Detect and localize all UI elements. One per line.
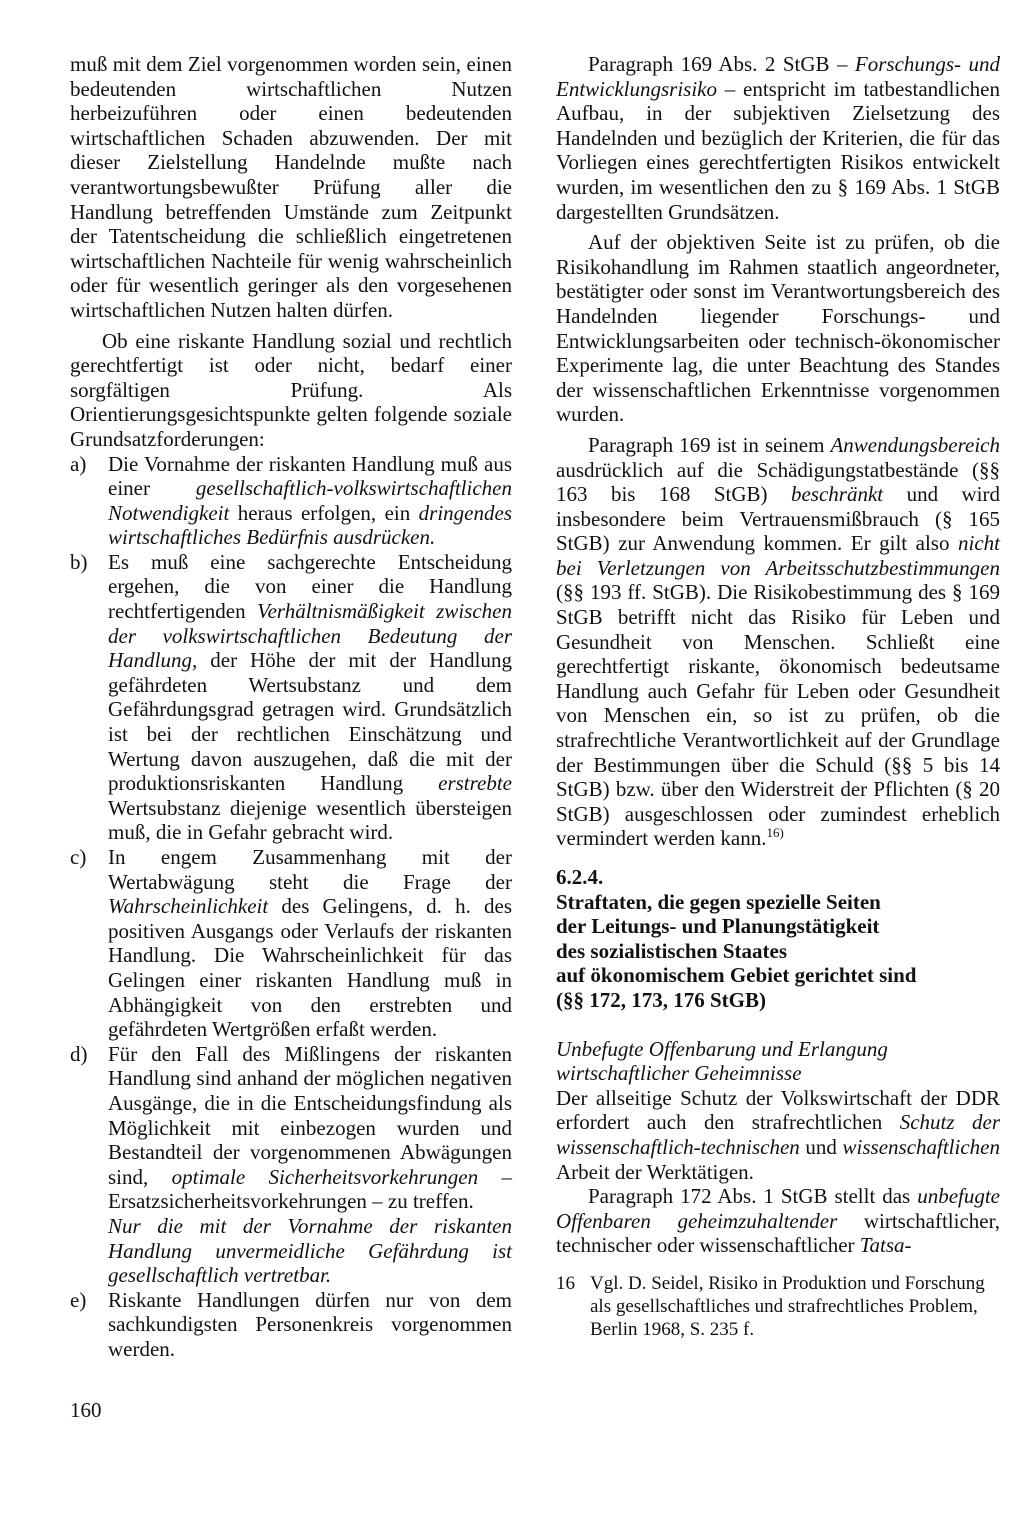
paragraph-section-172: Paragraph 172 Abs. 1 StGB stellt das unbefugte Offenbaren geheimzuhaltender wirtschaftlicher, technischer oder wissenschaftlicher Tatsa- [556, 1184, 1001, 1258]
section-title-line-5: (§§ 172, 173, 176 StGB) [556, 987, 766, 1012]
list-item-d: d) Für den Fall des Mißlingens der riskanten Handlung sind anhand der möglichen negativen Ausgänge, die in die Entscheidungsfindung als Möglichkeit mit einbezogen wurden und Bestandteil der vorgenommenen Abwägungen sind, optimale Sicherheitsvorkehrungen – Ersatzsicherheitsvorkehrungen – zu treffen. [70, 1041, 512, 1214]
footnote-marker: 16 [556, 1272, 575, 1294]
list-item-a: a) Die Vornahme der riskanten Handlung muß aus einer gesellschaftlich-volkswirtschaftlichen Notwendigkeit heraus erfolgen, ein dringendes wirtschaftliches Bedürfnis ausdrücken. [70, 451, 512, 550]
section-title-line-2: der Leitungs- und Planungstätigkeit [556, 914, 880, 939]
list-item-b: b) Es muß eine sachgerechte Entscheidung ergehen, die von einer die Handlung rechtfertigenden Verhältnismäßigkeit zwischen der volkswirtschaftlichen Bedeutung der Handlung, der Höhe der mit der Handlung gefährdeten Wertsubstanz und dem Gefährdungsgrad getragen wird. Grundsätzlich ist bei der rechtlichen Einschätzung und Wertung davon auszugehen, daß die mit der produktionsriskanten Handlung erstrebte Wertsubstanz diejenige wesentlich übersteigen muß, die in Gefahr gebracht wird. [70, 549, 512, 845]
section-number: 6.2.4. [556, 865, 604, 889]
list-marker: a) [70, 451, 87, 476]
footnotes [556, 1272, 1000, 1341]
list-marker: e) [70, 1287, 87, 1312]
paragraph-objective-side: Auf der objektiven Seite ist zu prüfen, ob die Risikohandlung im Rahmen staatlich angeordneter, bestätigter oder sonst im Verantwortungsbereich des Handelnden liegender Forschungs- und Entwicklungsarbeiten oder technisch-ökonomischer Experimente lag, die unter Beachtung des Standes der wissenschaftlichen Erkenntnisse vorgenommen wurden. [556, 230, 1000, 427]
paragraph-risk-aim: muß mit dem Ziel vorgenommen worden sein, einen bedeutenden wirtschaftlichen Nutzen herbeizuführen oder einen bedeutenden wirtschaftlichen Schaden abzuwenden. Der mit dieser Zielstellung Handelnde mußte nach verantwortungsbewußter Prüfung aller die Handlung betreffenden Umstände zum Zeitpunkt der Tatentscheidung die schließlich eingetretenen wirtschaftlichen Nachteile für wenig wahrscheinlich oder für wesentlich geringer als den vorgesehenen wirtschaftlichen Nutzen halten dürfen. [70, 52, 512, 322]
paragraph-protection: Der allseitige Schutz der Volkswirtschaft der DDR erfordert auch den strafrechtlichen Schutz der wissenschaftlich-technischen und wissenschaftlichen Arbeit der Werktätigen. [556, 1085, 1000, 1184]
section-title-line-3: des sozialistischen Staates [556, 938, 787, 963]
footnote-reference: 16) [766, 825, 784, 841]
section-title-line-1: Straftaten, die gegen spezielle Seiten [556, 889, 881, 914]
list-item-c: c) In engem Zusammenhang mit der Wertabwägung steht die Frage der Wahrscheinlichkeit des Gelingens, d. h. des positiven Ausgangs oder Verlaufs der riskanten Handlung. Die Wahrscheinlichkeit für das Gelingen einer riskanten Handlung muß in Abhängigkeit von den erstrebten und gefährdeten Wertgrößen erfaßt werden. [70, 845, 512, 1042]
list-marker: b) [70, 549, 88, 574]
list-marker: d) [70, 1041, 88, 1066]
list-item-d-note: Nur die mit der Vornahme der riskanten Handlung unvermeidliche Gefährdung ist gesellschaftlich vertretbar. [108, 1213, 512, 1288]
section-title-line-4: auf ökonomischem Gebiet gerichtet sind [556, 963, 917, 988]
left-column [70, 52, 512, 1361]
list-marker: c) [70, 845, 87, 869]
right-column [556, 52, 1000, 1341]
paragraph-research-risk: Paragraph 169 Abs. 2 StGB – Forschungs- und Entwicklungsrisiko – entspricht im tatbestandlichen Aufbau, in der subjektiven Zielsetzung des Handelnden und bezüglich der Kriterien, die für das Vorliegen eines gerechtfertigten Risikos entwickelt wurden, im wesentlichen den zu § 169 Abs. 1 StGB dargestellten Grundsätzen. [556, 52, 1000, 224]
paragraph-orientation: Ob eine riskante Handlung sozial und rechtlich gerechtfertigt ist oder nicht, bedarf einer sorgfältigen Prüfung. Als Orientierungsgesichtspunkte gelten folgende soziale Grundsatzforderungen: [70, 328, 512, 451]
subheading: Unbefugte Offenbarung und Erlangung wirtschaftlicher Geheimnisse [556, 1036, 888, 1086]
paragraph-scope: Paragraph 169 ist in seinem Anwendungsbereich ausdrücklich auf die Schädigungstatbestände (§§ 163 bis 168 StGB) beschränkt und wird insbesondere beim Vertrauensmißbrauch (§ 165 StGB) zur Anwendung kommen. Er gilt also nicht bei Verletzungen von Arbeitsschutzbestimmungen (§§ 193 ff. StGB). Die Risikobestimmung des § 169 StGB betrifft nicht das Risiko für Leben und Gesundheit von Menschen. Schließt eine gerechtfertigt riskante, ökonomisch bedeutsame Handlung auch Gefahr für Leben oder Gesundheit von Menschen ein, so ist zu prüfen, ob die strafrechtliche Verantwortlichkeit auf der Grundlage der Bestimmungen über die Schuld (§§ 5 bis 14 StGB) bzw. über den Widerstreit der Pflichten (§ 20 StGB) ausgeschlossen oder zumindest erheblich vermindert werden kann.$^{16)}$ [556, 432, 1001, 851]
list-item-e: e) Riskante Handlungen dürfen nur von dem sachkundigsten Personenkreis vorgenommen werden. [70, 1287, 512, 1361]
page-number: 160 [70, 1398, 102, 1422]
footnote-16: 16 Vgl. D. Seidel, Risiko in Produktion und Forschung als gesellschaftliches und strafrechtliches Problem, Berlin 1968, S. 235 f. [556, 1272, 985, 1340]
